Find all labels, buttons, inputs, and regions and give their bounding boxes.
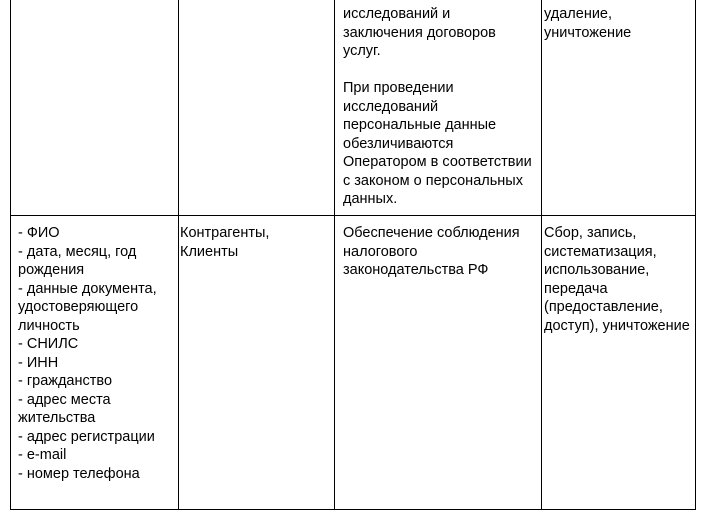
text-line: обезличиваются <box>343 135 454 152</box>
text-line: - СНИЛС <box>18 336 79 352</box>
text-line: персональные данные <box>343 117 497 133</box>
text-line: Оператором в соответствии <box>343 154 532 170</box>
text-line: - e-mail <box>18 447 67 463</box>
text-line: налогового <box>343 243 418 260</box>
text-line: исследований и <box>343 6 451 22</box>
row2-actions-cell <box>544 224 690 335</box>
text-line: передача <box>544 280 608 297</box>
data-table <box>10 0 696 510</box>
text-line: исследований <box>343 98 439 115</box>
text-line: При проведении <box>343 80 454 96</box>
text-line: - ФИО <box>18 225 60 241</box>
text-line: уничтожение <box>544 24 632 41</box>
text-line: - гражданство <box>18 373 113 389</box>
column-divider-1 <box>178 0 179 510</box>
table-border-left <box>10 0 11 510</box>
text-line: услуг. <box>343 43 381 59</box>
row1-purpose-cell <box>343 5 532 209</box>
row2-data-categories-cell <box>18 224 157 483</box>
column-divider-3 <box>541 0 542 510</box>
text-line: - дата, месяц, год <box>18 243 137 260</box>
table-border-right <box>695 0 696 510</box>
table-border-bottom <box>10 509 696 510</box>
text-line: заключения договоров <box>343 24 496 41</box>
text-line: - адрес места <box>18 391 111 408</box>
text-line: жительства <box>18 410 96 426</box>
row1-purpose-text-2 <box>343 79 532 209</box>
text-line: рождения <box>18 262 85 278</box>
text-line: удостоверяющего <box>18 299 139 315</box>
row1-actions-cell <box>544 5 631 42</box>
text-line: Обеспечение соблюдения <box>343 225 520 241</box>
text-line: - адрес регистрации <box>18 428 155 445</box>
column-divider-2 <box>334 0 335 510</box>
text-line: использование, <box>544 262 650 278</box>
text-line: Сбор, запись, <box>544 225 637 241</box>
text-line: Клиенты <box>180 243 239 260</box>
text-line: систематизация, <box>544 243 657 260</box>
text-line: - номер телефона <box>18 465 140 482</box>
text-line: с законом о персональных <box>343 172 523 189</box>
row-divider <box>10 215 696 216</box>
text-line: - ИНН <box>18 354 59 371</box>
row1-purpose-text-1 <box>343 5 532 61</box>
row2-purpose-cell <box>343 224 520 280</box>
text-line: - данные документа, <box>18 280 157 297</box>
text-line: Контрагенты, <box>180 225 270 241</box>
text-line: личность <box>18 317 80 334</box>
text-line: удаление, <box>544 6 613 22</box>
text-line: законодательства РФ <box>343 262 489 278</box>
row2-subjects-cell <box>180 224 269 261</box>
text-line: (предоставление, <box>544 299 663 315</box>
text-line: данных. <box>343 191 398 207</box>
text-line: доступ), уничтожение <box>544 317 690 334</box>
